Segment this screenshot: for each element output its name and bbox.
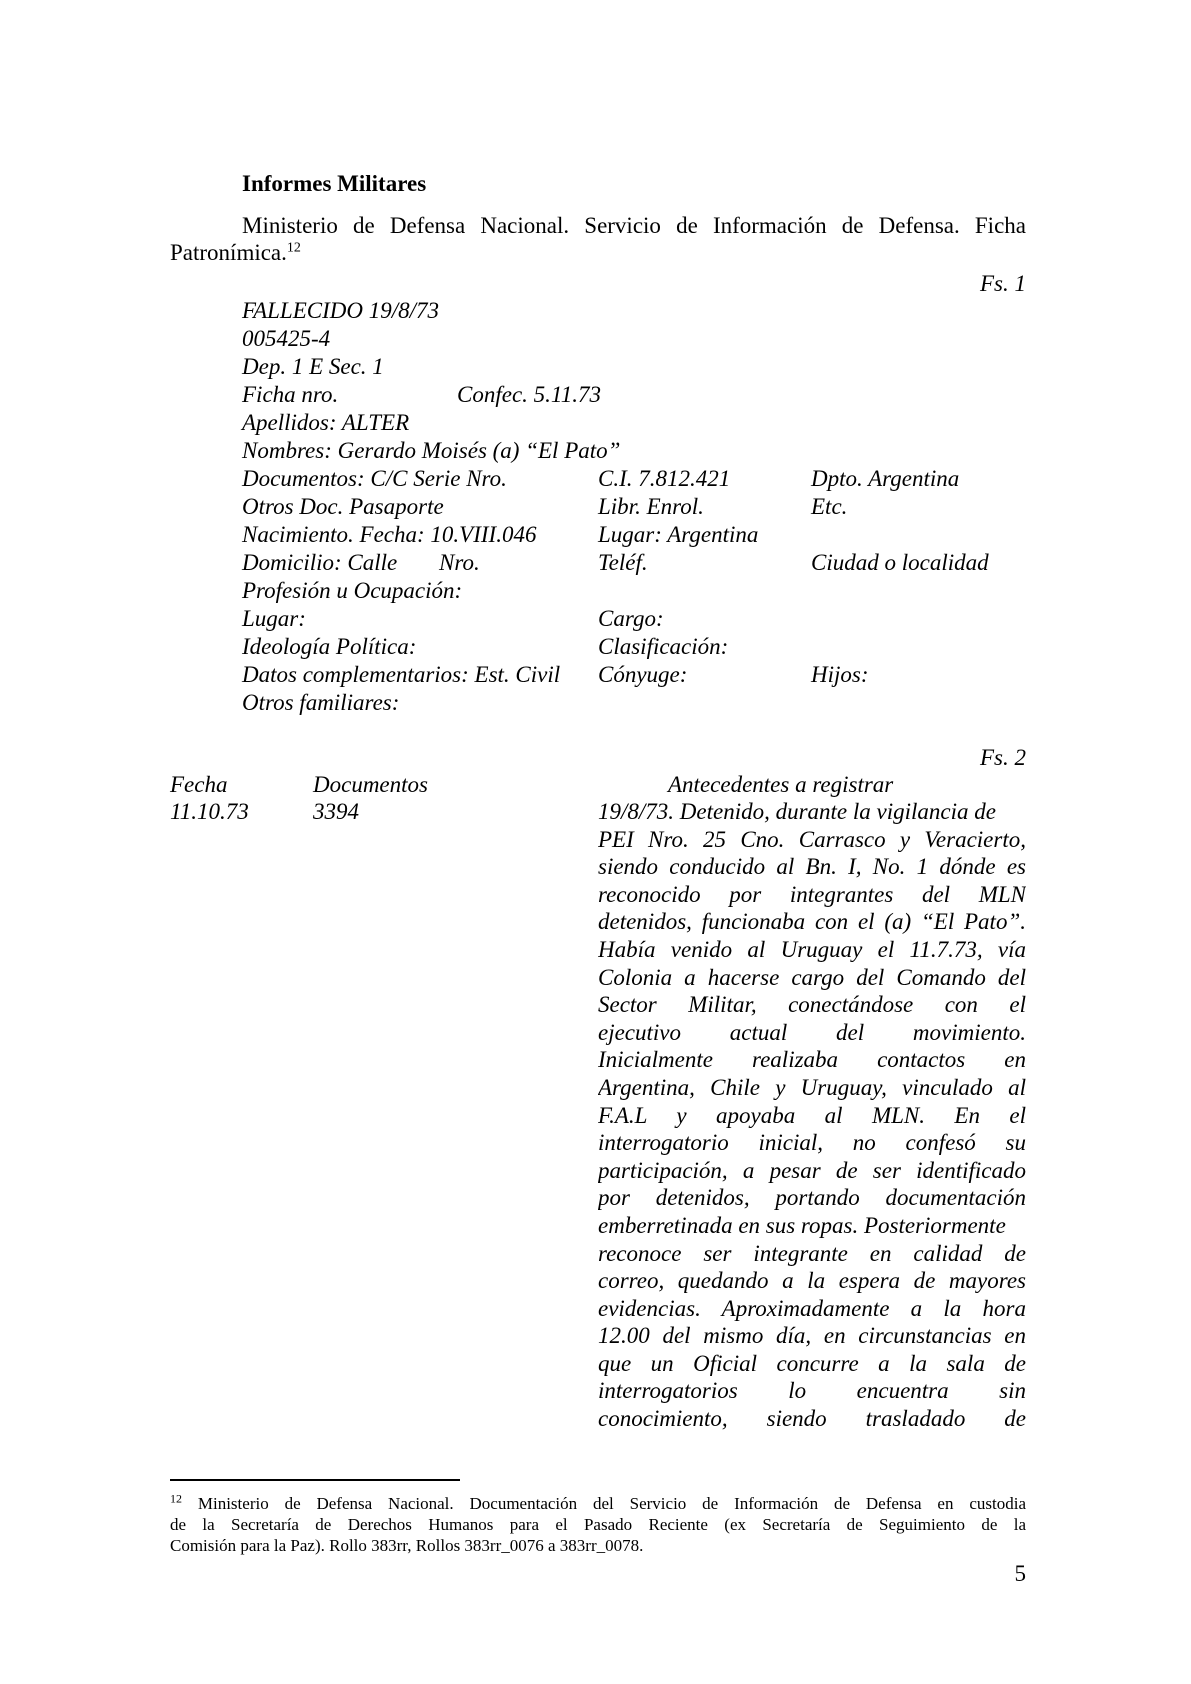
antecedentes-line: Colonia a hacerse cargo del Comando del: [598, 964, 1026, 990]
datos-complementarios: Datos complementarios: Est. Civil: [242, 662, 561, 687]
header-antecedentes: Antecedentes a registrar: [668, 772, 894, 797]
antecedentes-line: interrogatorio inicial, no confesó su: [598, 1130, 1026, 1156]
footnote-line-text: Ministerio de Defensa Nacional. Documentación del Servicio de Información de Defensa en custodia: [197, 1494, 1026, 1513]
antecedentes-line: reconoce ser integrante en calidad de: [598, 1240, 1026, 1266]
header-fecha: Fecha: [170, 772, 228, 797]
fs-1-label: Fs. 1: [980, 271, 1026, 296]
hijos: Hijos:: [811, 662, 869, 687]
ficha-nro: Ficha nro.: [242, 382, 339, 407]
antecedentes-line: Inicialmente realizaba contactos en: [598, 1047, 1026, 1073]
nacimiento: Nacimiento. Fecha: 10.VIII.046: [242, 522, 537, 547]
antecedentes-line: detenidos, funcionaba con el (a) “El Pato”.: [598, 909, 1026, 935]
footnote-line: de la Secretaría de Derechos Humanos para el Pasado Reciente (ex Secretaría de Seguimiento de la: [170, 1515, 1026, 1534]
antecedentes-line: reconocido por integrantes del MLN: [598, 881, 1026, 907]
nombres: Nombres: Gerardo Moisés (a) “El Pato”: [242, 438, 621, 463]
apellidos: Apellidos: ALTER: [242, 410, 410, 435]
footnote-ref: 12: [286, 240, 301, 256]
lugar-nacimiento: Lugar: Argentina: [598, 522, 759, 547]
ideologia: Ideología Política:: [242, 634, 417, 659]
documento-value: 3394: [313, 799, 359, 824]
ficha-numero: 005425-4: [242, 326, 331, 351]
intro-line-2-text: Patronímica.: [170, 240, 287, 265]
antecedentes-line: por detenidos, portando documentación: [598, 1185, 1026, 1211]
intro-line-1: Ministerio de Defensa Nacional. Servicio de Información de Defensa. Ficha: [242, 213, 1026, 238]
footnote: [170, 1493, 1026, 1556]
footnote-line: Comisión para la Paz). Rollo 383rr, Rollos 383rr_0076 a 383rr_0078.: [170, 1536, 644, 1555]
libr-enrol: Libr. Enrol.: [598, 494, 704, 519]
antecedentes-line: siendo conducido al Bn. I, No. 1 dónde es: [598, 854, 1026, 880]
conyuge: Cónyuge:: [598, 662, 688, 687]
footnote-number: 12: [170, 1491, 182, 1506]
footnote-line: [170, 1493, 1026, 1514]
antecedentes-text: [598, 798, 1026, 1433]
profesion: Profesión u Ocupación:: [242, 578, 463, 603]
antecedentes-line: ejecutivo actual del movimiento.: [598, 1019, 1026, 1045]
intro-line-2: [170, 239, 301, 266]
header-documentos: Documentos: [313, 772, 428, 797]
footnote-separator: [170, 1479, 460, 1481]
dep-sec: Dep. 1 E Sec. 1: [242, 354, 384, 379]
otros-familiares: Otros familiares:: [242, 690, 400, 715]
antecedentes-line: emberretinada en sus ropas. Posteriormente: [598, 1212, 1006, 1238]
ci: C.I. 7.812.421: [598, 466, 731, 491]
antecedentes-line: Había venido al Uruguay el 11.7.73, vía: [598, 936, 1026, 962]
antecedentes-line: Sector Militar, conectándose con el: [598, 992, 1026, 1018]
documentos: Documentos: C/C Serie Nro.: [242, 466, 507, 491]
domicilio-nro: Nro.: [439, 550, 480, 575]
confec: Confec. 5.11.73: [457, 382, 601, 407]
antecedentes-line: conocimiento, siendo trasladado de: [598, 1406, 1026, 1432]
antecedentes-line: 12.00 del mismo día, en circunstancias en: [598, 1323, 1026, 1349]
fecha-value: 11.10.73: [170, 799, 249, 824]
antecedentes-line: participación, a pesar de ser identificado: [598, 1157, 1026, 1183]
antecedentes-line: que un Oficial concurre a la sala de: [598, 1350, 1026, 1376]
antecedentes-line: F.A.L y apoyaba al MLN. En el: [598, 1102, 1026, 1128]
fs-2-label: Fs. 2: [980, 745, 1026, 770]
antecedentes-line: interrogatorios lo encuentra sin: [598, 1378, 1026, 1404]
clasificacion: Clasificación:: [598, 634, 729, 659]
antecedentes-line: correo, quedando a la espera de mayores: [598, 1268, 1026, 1294]
otros-doc: Otros Doc. Pasaporte: [242, 494, 444, 519]
antecedentes-line: Argentina, Chile y Uruguay, vinculado al: [598, 1074, 1026, 1100]
domicilio: Domicilio: Calle: [242, 550, 398, 575]
page-number: 5: [1014, 1561, 1026, 1586]
cargo: Cargo:: [598, 606, 664, 631]
ciudad: Ciudad o localidad: [811, 550, 989, 575]
section-heading: Informes Militares: [242, 171, 427, 196]
antecedentes-line: PEI Nro. 25 Cno. Carrasco y Veracierto,: [598, 826, 1026, 852]
telefono: Teléf.: [598, 550, 648, 575]
fallecido: FALLECIDO 19/8/73: [242, 298, 440, 323]
antecedentes-line: evidencias. Aproximadamente a la hora: [598, 1295, 1026, 1321]
dpto: Dpto. Argentina: [811, 466, 960, 491]
antecedentes-line: 19/8/73. Detenido, durante la vigilancia de: [598, 799, 996, 824]
lugar: Lugar:: [242, 606, 306, 631]
etc: Etc.: [811, 494, 848, 519]
